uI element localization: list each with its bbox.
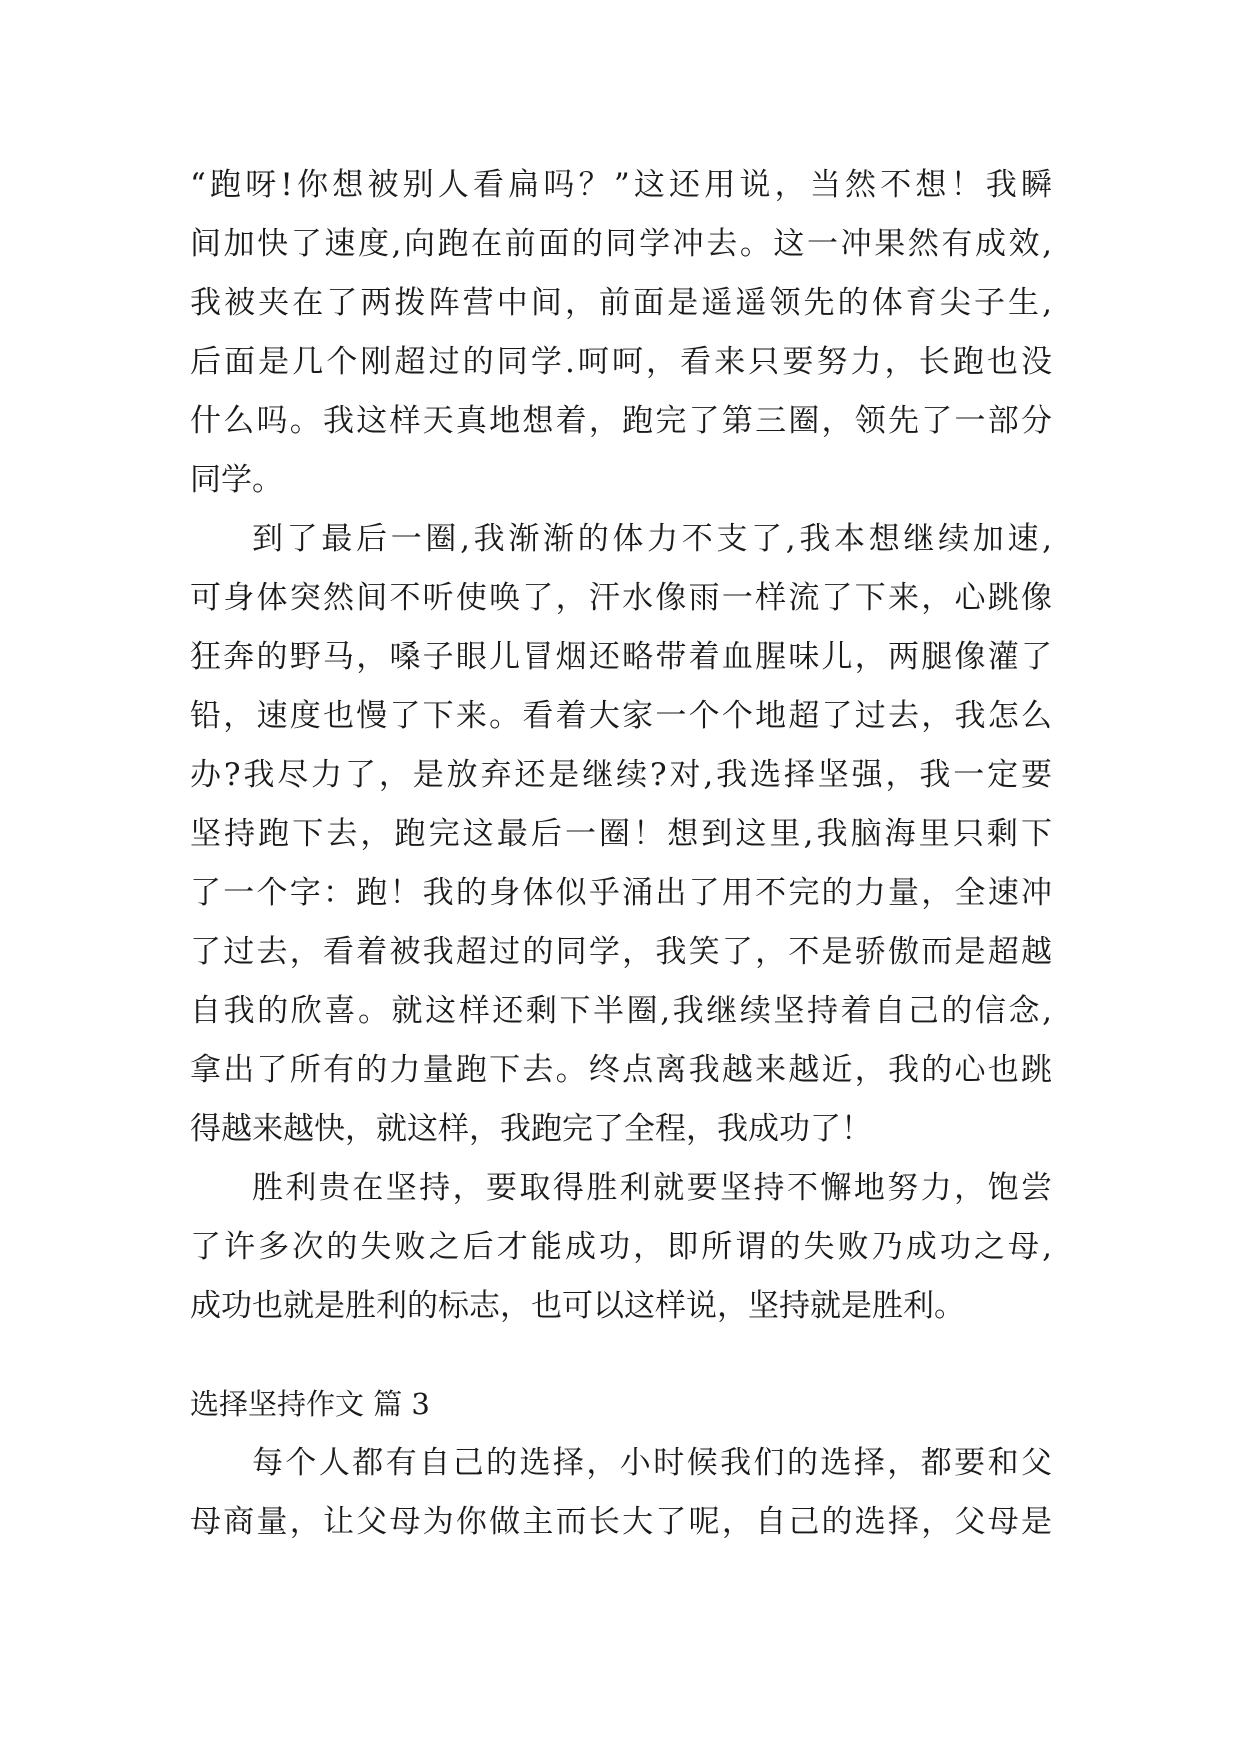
paragraph-2-line-1: 到了最后一圈,我渐渐的体力不支了,我本想继续加速, [252,521,1052,557]
paragraph-1-line-6: 同学。 [190,462,283,498]
section-paragraph-line-2: 母商量，让父母为你做主而长大了呢，自己的选择，父母是 [190,1504,1052,1540]
paragraph-2-line-4: 铅，速度也慢了下来。看着大家一个个地超了过去，我怎么 [190,698,1052,734]
section-paragraph-line-1: 每个人都有自己的选择，小时候我们的选择，都要和父 [252,1445,1052,1481]
paragraph-1-line-2: 间加快了速度,向跑在前面的同学冲去。这一冲果然有成效, [190,226,1052,262]
paragraph-2-line-5: 办?我尽力了，是放弃还是继续?对,我选择坚强，我一定要 [190,757,1052,793]
paragraph-1-line-5: 什么吗。我这样天真地想着，跑完了第三圈，领先了一部分 [190,403,1052,439]
paragraph-2-line-2: 可身体突然间不听使唤了，汗水像雨一样流了下来，心跳像 [190,580,1052,616]
section-heading: 选择坚持作文 篇 3 [190,1387,430,1421]
paragraph-2-line-8: 了过去，看着被我超过的同学，我笑了，不是骄傲而是超越 [190,934,1052,970]
paragraph-2-line-10: 拿出了所有的力量跑下去。终点离我越来越近，我的心也跳 [190,1052,1052,1088]
paragraph-1-line-3: 我被夹在了两拨阵营中间，前面是遥遥领先的体育尖子生, [190,285,1052,321]
paragraph-3-line-1: 胜利贵在坚持，要取得胜利就要坚持不懈地努力，饱尝 [252,1170,1052,1206]
paragraph-2-line-7: 了一个字：跑！我的身体似乎涌出了用不完的力量，全速冲 [190,875,1052,911]
paragraph-2-line-6: 坚持跑下去，跑完这最后一圈！想到这里,我脑海里只剩下 [190,816,1052,852]
paragraph-3-line-3: 成功也就是胜利的标志，也可以这样说，坚持就是胜利。 [190,1288,965,1324]
paragraph-2-line-3: 狂奔的野马，嗓子眼儿冒烟还略带着血腥味儿，两腿像灌了 [190,639,1052,675]
paragraph-1-line-4: 后面是几个刚超过的同学.呵呵，看来只要努力，长跑也没 [190,344,1052,380]
paragraph-3-line-2: 了许多次的失败之后才能成功，即所谓的失败乃成功之母, [190,1229,1052,1265]
paragraph-2-line-11: 得越来越快，就这样，我跑完了全程，我成功了！ [190,1111,872,1147]
paragraph-2-line-9: 自我的欣喜。就这样还剩下半圈,我继续坚持着自己的信念, [190,993,1052,1029]
paragraph-1-line-1: “跑呀!你想被别人看扁吗？”这还用说，当然不想！我瞬 [190,167,1052,203]
